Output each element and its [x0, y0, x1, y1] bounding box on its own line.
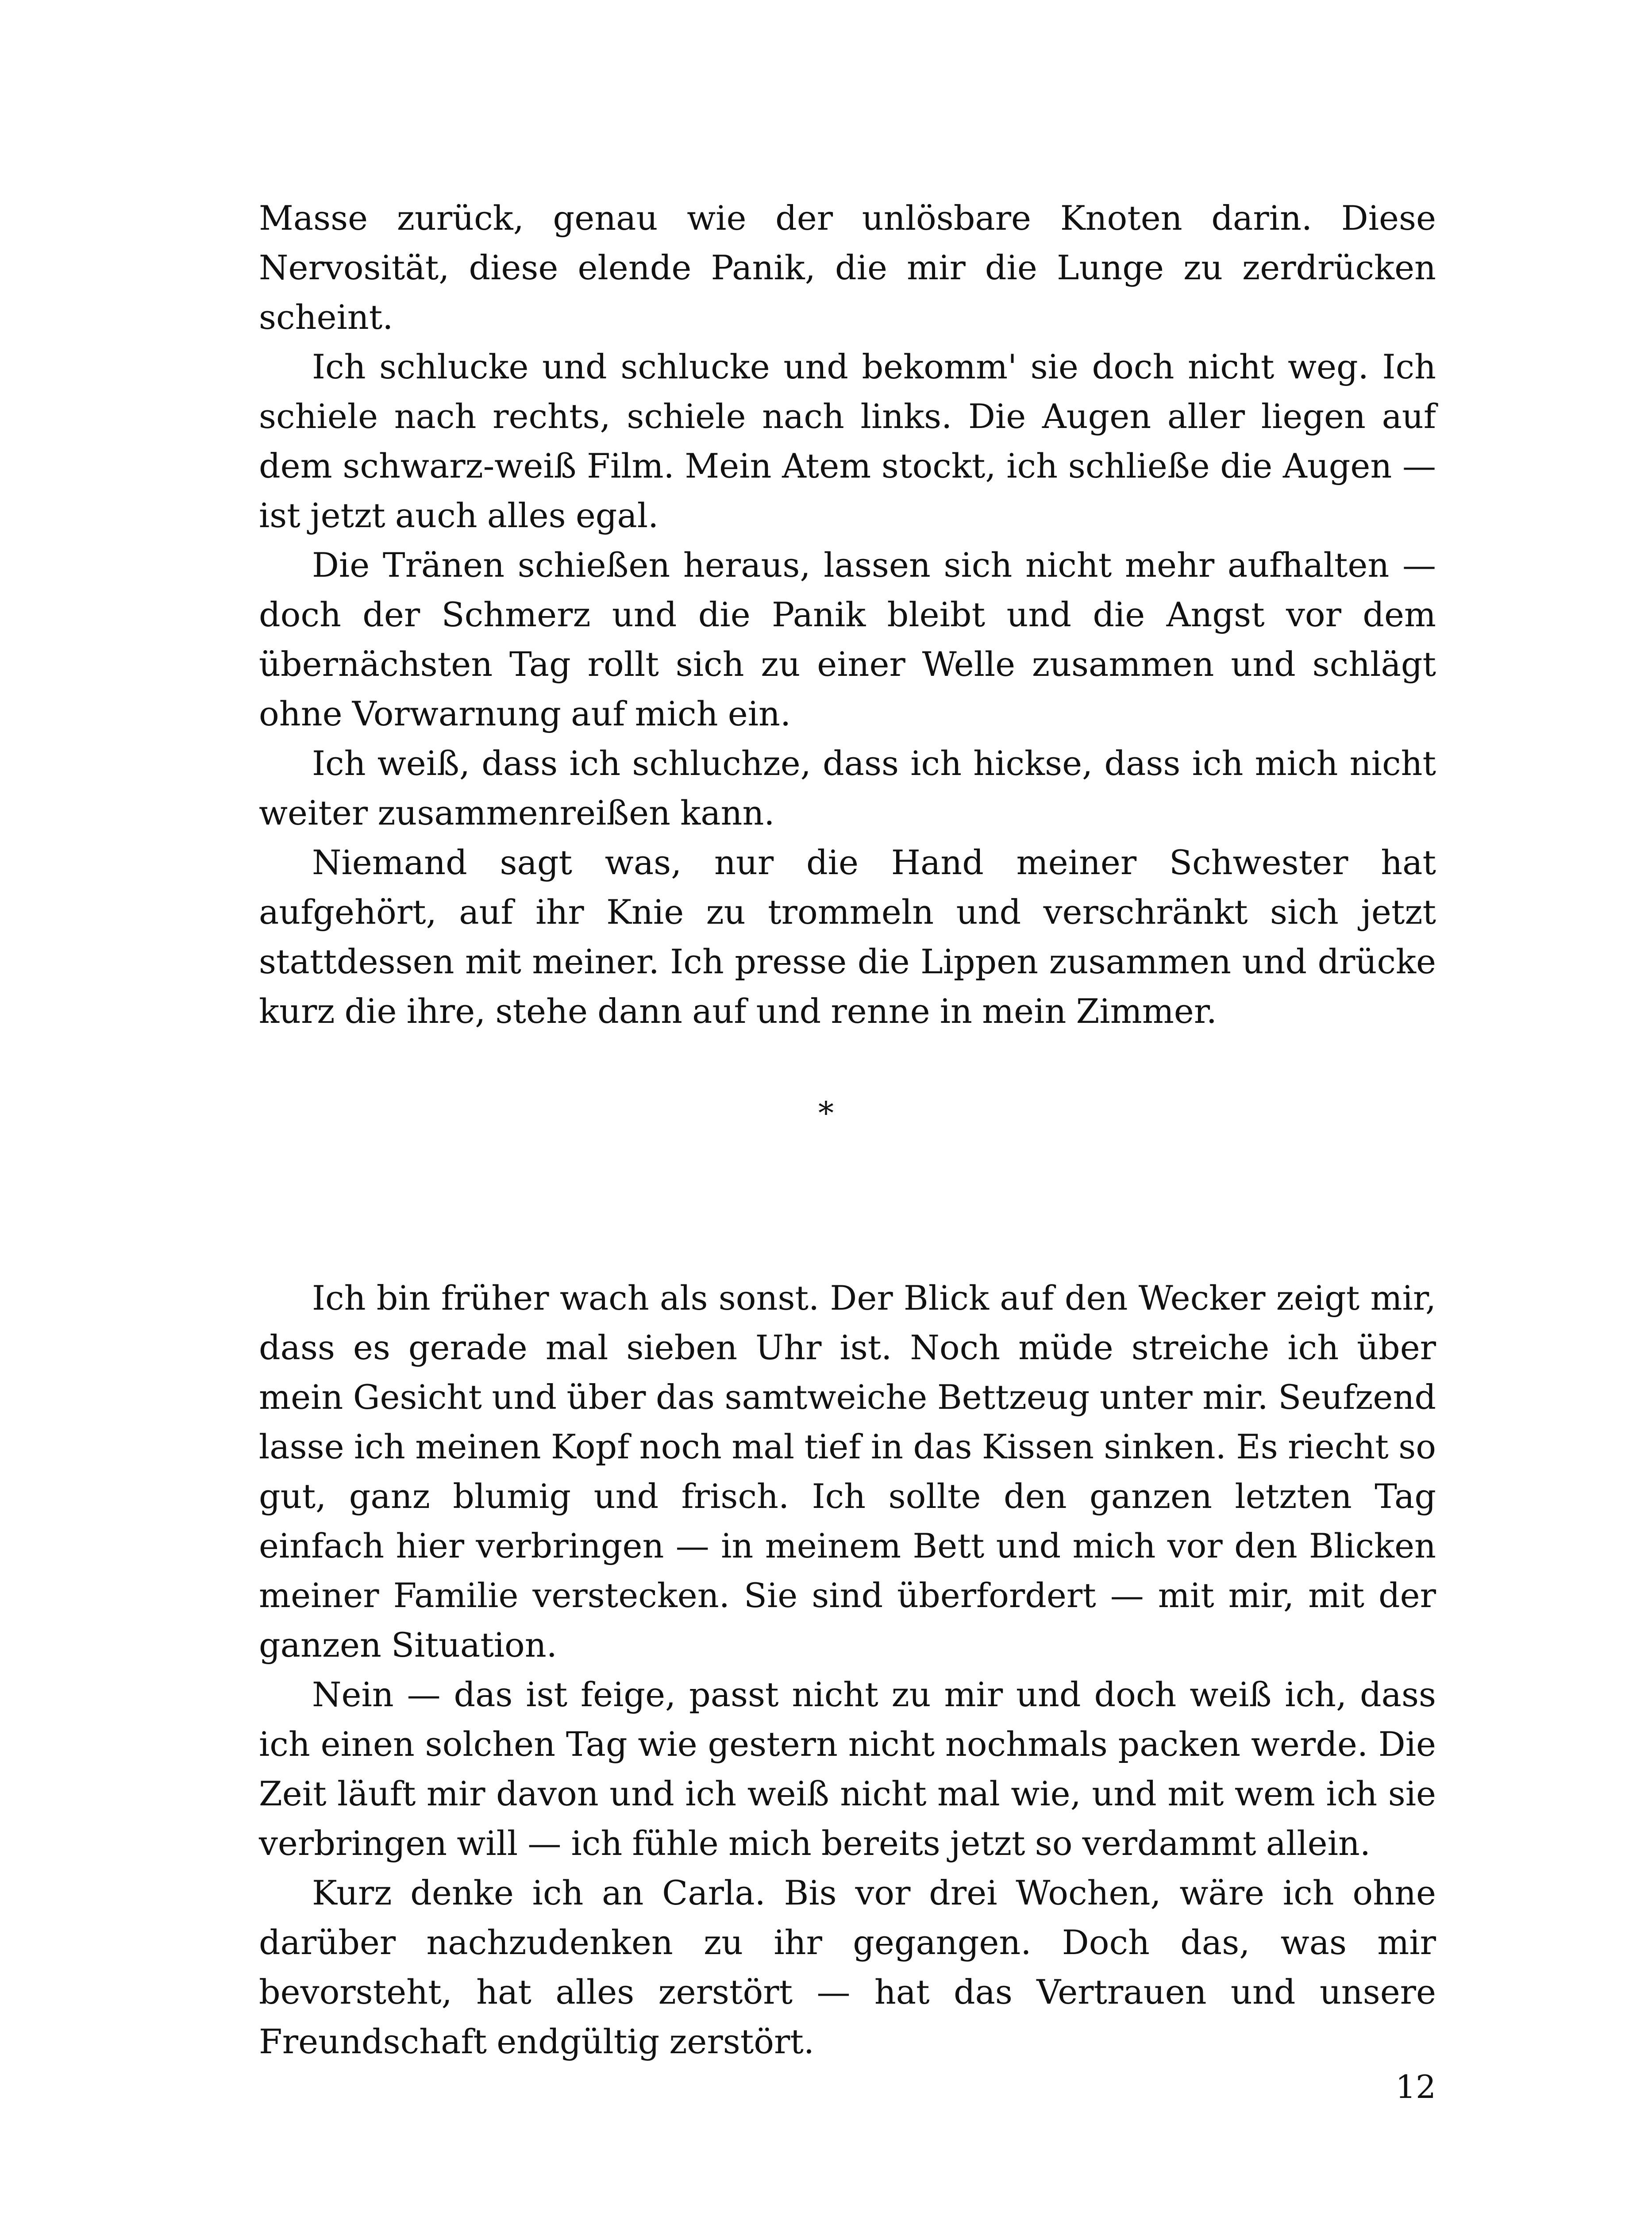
paragraph: Kurz denke ich an Carla. Bis vor drei Wochen, wäre ich ohne darüber nachzudenken zu ihr gegangen. Doch das, was mir bevorsteht, hat alles zerstört — hat das Vertrauen und unsere Freundschaft endgültig zerstört.: [259, 1873, 1436, 2061]
paragraph: Niemand sagt was, nur die Hand meiner Schwester hat aufgehört, auf ihr Knie zu trommeln und verschränkt sich jetzt stattdessen mit meiner. Ich presse die Lippen zusammen und drücke kurz die ihre, stehe dann auf und renne in mein Zimmer.: [259, 843, 1436, 1031]
page-number: 12: [1395, 2068, 1436, 2105]
paragraph: Masse zurück, genau wie der unlösbare Knoten darin. Diese Nervosität, diese elende Panik, die mir die Lunge zu zerdrücken scheint.: [259, 198, 1436, 337]
text-block-1: [259, 193, 1436, 1036]
text-block-2: [259, 1273, 1436, 2066]
paragraph: Ich bin früher wach als sonst. Der Blick auf den Wecker zeigt mir, dass es gerade mal sieben Uhr ist. Noch müde streiche ich über mein Gesicht und über das samtweiche Bettzeug unter mir. Seufzend lasse ich meinen Kopf noch mal tief in das Kissen sinken. Es riecht so gut, ganz blumig und frisch. Ich sollte den ganzen letzten Tag einfach hier verbringen — in meinem Bett und mich vor den Blicken meiner Familie verstecken. Sie sind überfordert — mit mir, mit der ganzen Situation.: [259, 1278, 1436, 1665]
paragraph: Die Tränen schießen heraus, lassen sich nicht mehr aufhalten — doch der Schmerz und die Panik bleibt und die Angst vor dem übernächsten Tag rollt sich zu einer Welle zusammen und schlägt ohne Vorwarnung auf mich ein.: [259, 545, 1436, 733]
paragraph: Ich schlucke und schlucke und bekomm' sie doch nicht weg. Ich schiele nach rechts, schiele nach links. Die Augen aller liegen auf dem schwarz-weiß Film. Mein Atem stockt, ich schließe die Augen — ist jetzt auch alles egal.: [259, 347, 1436, 535]
paragraph: Ich weiß, dass ich schluchze, dass ich hickse, dass ich mich nicht weiter zusammenreißen kann.: [259, 744, 1436, 833]
scene-break: *: [818, 1095, 834, 1131]
paragraph: Nein — das ist feige, passt nicht zu mir und doch weiß ich, dass ich einen solchen Tag wie gestern nicht nochmals packen werde. Die Zeit läuft mir davon und ich weiß nicht mal wie, und mit wem ich sie verbringen will — ich fühle mich bereits jetzt so verdammt allein.: [259, 1675, 1436, 1863]
